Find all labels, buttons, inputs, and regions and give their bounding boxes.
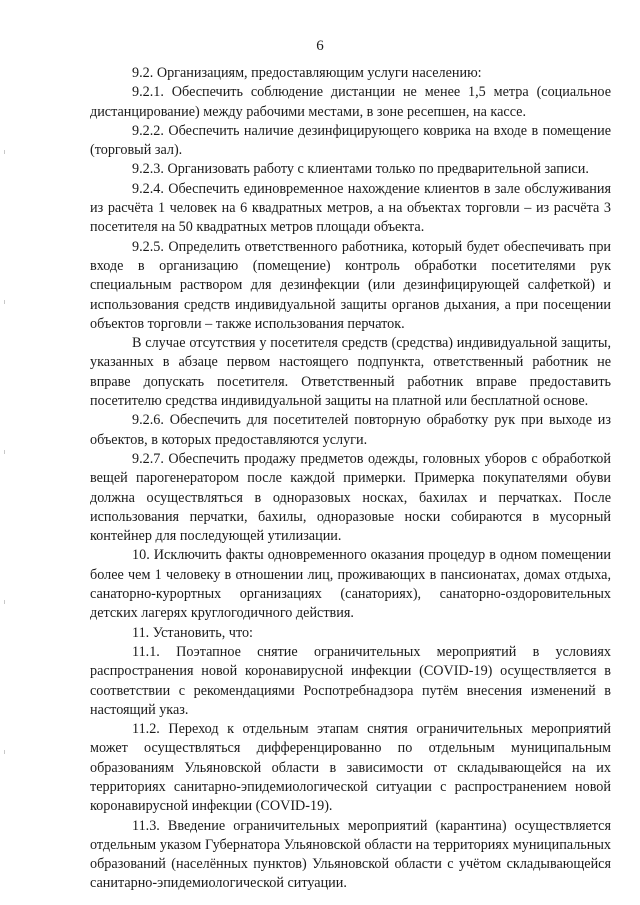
paragraph-11-3: 11.3. Введение ограничительных мероприятий (карантина) осуществляется отдельным указом Губернатора Ульяновской области на территориях муниципальных образований (населённых пунктов) Ульяновской области с учётом складывающейся санитарно-эпидемиологической ситуации.	[90, 817, 611, 892]
paragraph-9-2: 9.2. Организациям, предоставляющим услуги населению:	[132, 65, 482, 81]
paragraph-9-2-5-absence: В случае отсутствия у посетителя средств (средства) индивидуальной защиты, указанных в абзаце первом настоящего подпункта, ответственный работник не вправе допускать посетителя. Ответственный работник вправе предоставить посетителю средства индивидуальной защиты на платной или бесплатной основе.	[90, 335, 611, 410]
paragraph-11: 11. Установить, что:	[132, 624, 253, 641]
scan-margin-marks	[4, 0, 6, 905]
paragraph-9-2-6: 9.2.6. Обеспечить для посетителей повторную обработку рук при выходе из объектов, в которых предоставляются услуги.	[90, 412, 611, 448]
paragraph-9-2-4: 9.2.4. Обеспечить единовременное нахождение клиентов в зале обслуживания из расчёта 1 человек на 6 квадратных метров, а на объектах торговли – из расчёта 3 посетителя на 50 квадратных метров площади объекта.	[90, 180, 611, 236]
paragraph-10: 10. Исключить факты одновременного оказания процедур в одном помещении более чем 1 человеку в отношении лиц, проживающих в пансионатах, домах отдыха, санаторно-курортных организациях (санаториях), санаторно-оздоровительных детских лагерях круглогодичного действия.	[90, 547, 611, 622]
paragraph-9-2-3: 9.2.3. Организовать работу с клиентами только по предварительной записи.	[132, 161, 589, 178]
paragraph-9-2-2: 9.2.2. Обеспечить наличие дезинфицирующего коврика на входе в помещение (торговый зал).	[90, 122, 611, 159]
paragraph-9-2-1: 9.2.1. Обеспечить соблюдение дистанции не менее 1,5 метра (социальное дистанцирование) между рабочими местами, в зоне ресепшен, на кассе.	[90, 84, 611, 120]
paragraph-9-2-7: 9.2.7. Обеспечить продажу предметов одежды, головных уборов с обработкой вещей парогенератором после каждой примерки. Примерка покупателями обуви должна осуществляться в одноразовых носках, бахилах и перчатках. После использования перчатки, бахилы, одноразовые носки собираются в мусорный контейнер для последующей утилизации.	[90, 450, 611, 545]
paragraph-11-2: 11.2. Переход к отдельным этапам снятия ограничительных мероприятий может осуществляться дифференцированно по отдельным муниципальным образованиям Ульяновской области в зависимости от складывающейся на их территориях санитарно-эпидемиологической ситуации с распространением новой коронавирусной инфекции (COVID-19).	[90, 721, 611, 815]
document-body	[90, 64, 611, 894]
paragraph-11-1: 11.1. Поэтапное снятие ограничительных мероприятий в условиях распространения новой коронавирусной инфекции (COVID-19) осуществляется в соответствии с рекомендациями Роспотребнадзора путём внесения изменений в настоящий указ.	[90, 643, 611, 718]
page-number: 6	[316, 38, 324, 54]
paragraph-9-2-5: 9.2.5. Определить ответственного работника, который будет обеспечивать при входе в организацию (помещение) контроль обработки посетителями рук специальным раствором для дезинфекции (или дезинфицирующей салфеткой) и использования средств индивидуальной защиты органов дыхания, а при посещении объектов торговли – также использования перчаток.	[90, 238, 611, 332]
